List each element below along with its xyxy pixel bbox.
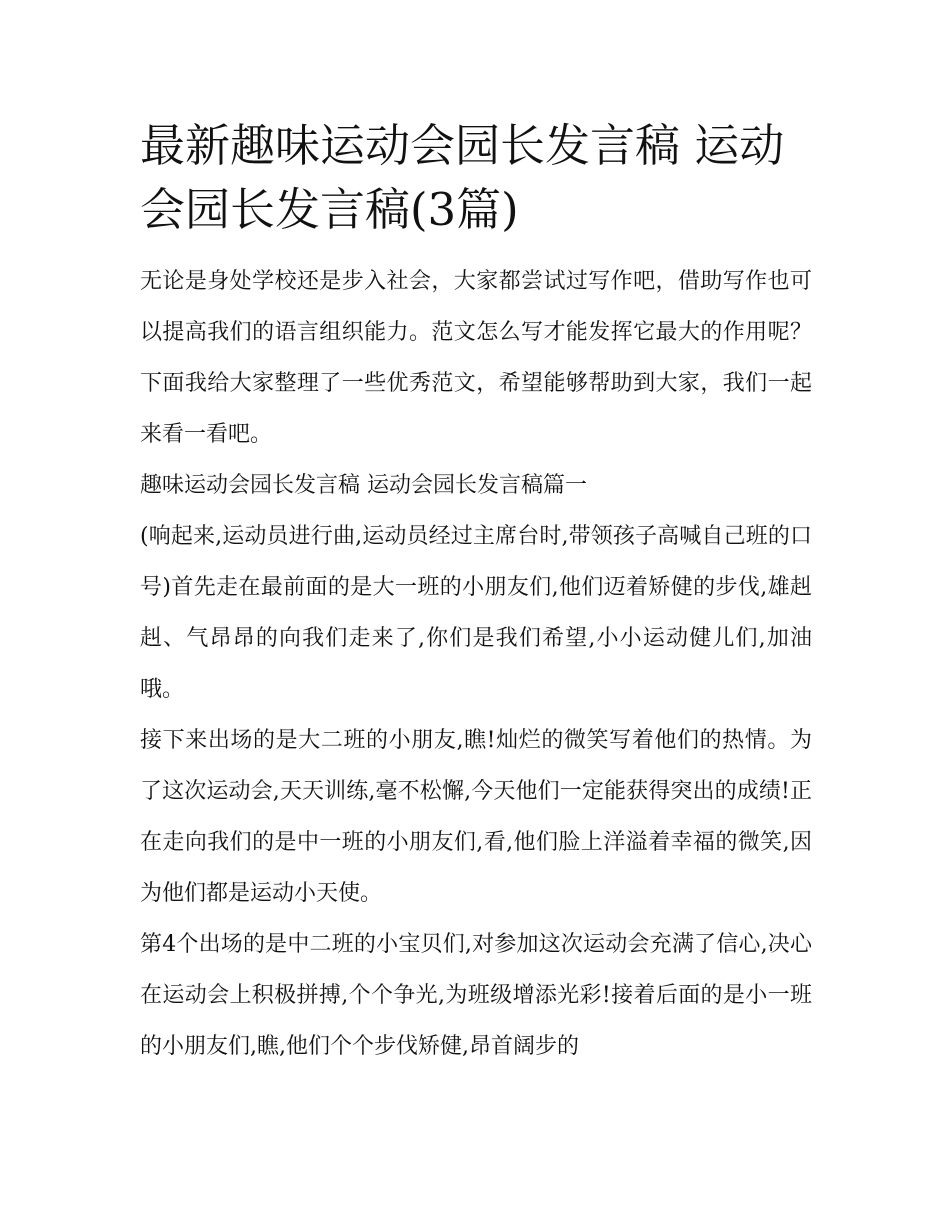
section-heading: 趣味运动会园长发言稿 运动会园长发言稿篇一 [140, 473, 587, 498]
body-paragraph: 接下来出场的是大二班的小朋友,瞧!灿烂的微笑写着他们的热情。为了这次运动会,天天训练,毫不松懈,今天他们一定能获得突出的成绩!正在走向我们的是中一班的小朋友们,看,他们脸上洋溢着幸福的微笑,因为他们都是运动小天使。 [140, 728, 812, 906]
document-page [140, 114, 812, 1072]
intro-paragraph: 无论是身处学校还是步入社会，大家都尝试过写作吧，借助写作也可以提高我们的语言组织能力。范文怎么写才能发挥它最大的作用呢？下面我给大家整理了一些优秀范文，希望能够帮助到大家，我们一起来看一看吧。 [140, 269, 812, 447]
document-title: 最新趣味运动会园长发言稿 运动会园长发言稿(3篇) [140, 119, 785, 236]
body-paragraph: 第4个出场的是中二班的小宝贝们,对参加这次运动会充满了信心,决心在运动会上积极拼搏,个个争光,为班级增添光彩!接着后面的是小一班的小朋友们,瞧,他们个个步伐矫健,昂首阔步的 [140, 932, 812, 1059]
body-paragraph: (响起来,运动员进行曲,运动员经过主席台时,带领孩子高喊自己班的口号)首先走在最前面的是大一班的小朋友们,他们迈着矫健的步伐,雄赳赳、气昂昂的向我们走来了,你们是我们希望,小小运动健儿们,加油哦。 [140, 524, 812, 702]
